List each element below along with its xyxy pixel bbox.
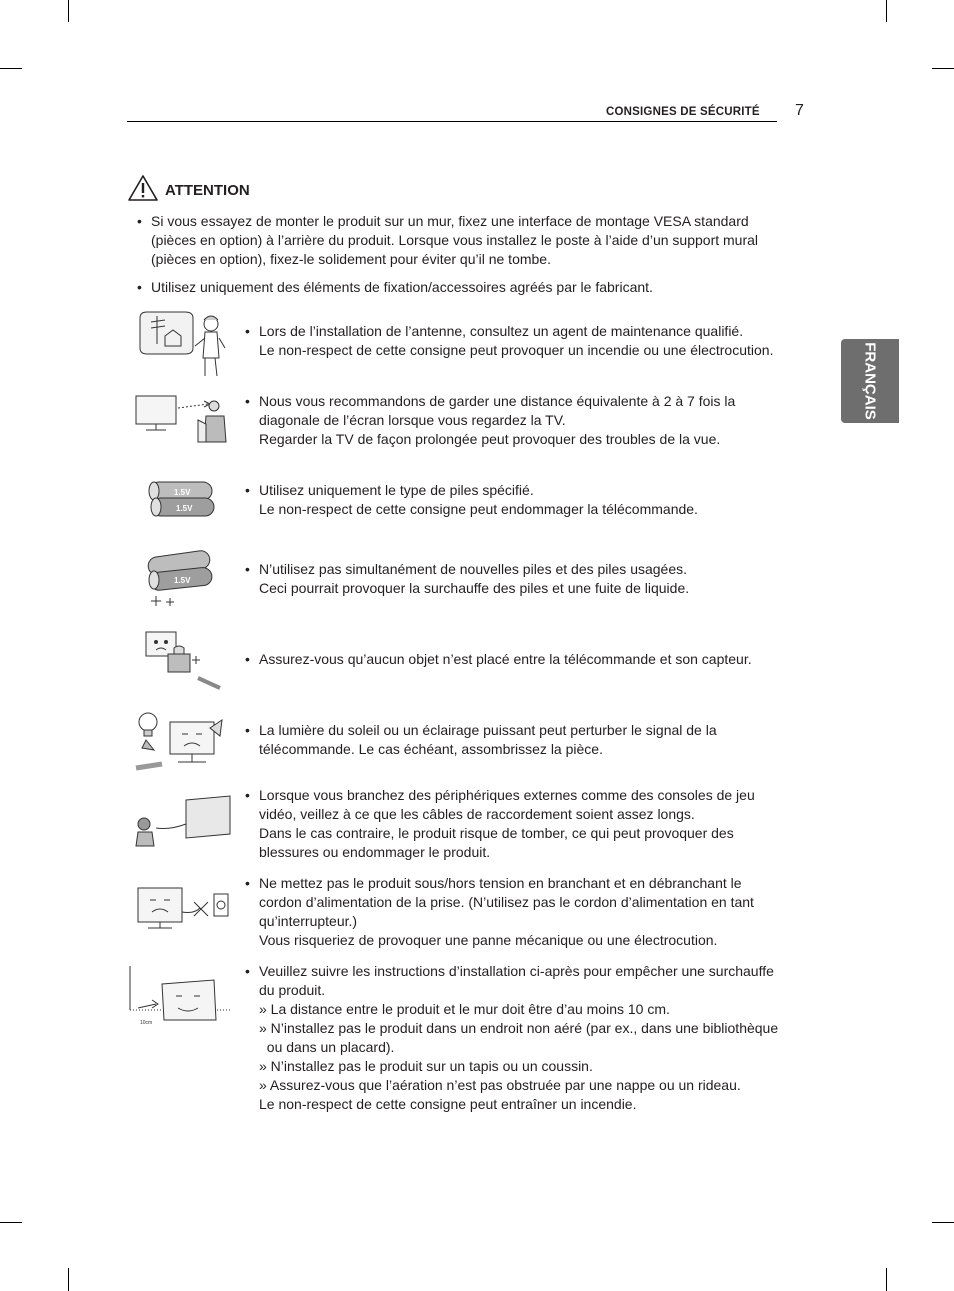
language-tab	[841, 339, 899, 423]
crop-mark	[0, 68, 22, 69]
item-viewing-distance	[259, 392, 735, 449]
item-power-cord	[259, 874, 754, 950]
text-line: Assurez-vous qu’aucun objet n’est placé entre la télécommande et son capteur.	[259, 651, 752, 667]
crop-mark	[68, 0, 69, 22]
text-line: Si vous essayez de monter le produit sur un mur, fixez une interface de montage VESA standard	[151, 213, 749, 229]
language-tab-label: FRANÇAIS	[861, 342, 879, 420]
bullet-dot: •	[245, 393, 250, 409]
text-line: Ceci pourrait provoquer la surchauffe des piles et une fuite de liquide.	[259, 580, 690, 596]
text-line: Le non-respect de cette consigne peut entraîner un incendie.	[259, 1096, 637, 1112]
ventilation-illustration	[126, 964, 236, 1030]
text-line: Lorsque vous branchez des périphériques externes comme des consoles de jeu	[259, 787, 755, 803]
mixed-batteries-illustration	[142, 548, 218, 610]
text-line: (pièces en option), fixez-le solidement pour éviter qu’il ne tombe.	[151, 251, 551, 267]
crop-mark	[886, 1268, 887, 1291]
text-line: du produit.	[259, 982, 326, 998]
bullet-dot: •	[245, 963, 250, 979]
text-line: » N’installez pas le produit sur un tapis ou un coussin.	[259, 1058, 593, 1074]
cable-length-illustration	[130, 794, 234, 854]
attention-heading	[127, 176, 250, 204]
text-line: qu’interrupteur.)	[259, 913, 358, 929]
battery-label: 1.5V	[176, 504, 193, 513]
item-cable-length	[259, 786, 755, 862]
item-antenna	[259, 322, 773, 360]
battery-label: 1.5V	[174, 576, 191, 585]
text-line: N’utilisez pas simultanément de nouvelles piles et des piles usagées.	[259, 561, 688, 577]
crop-mark	[932, 68, 954, 69]
text-line: cordon d’alimentation de la prise. (N’utilisez pas le cordon d’alimentation en tant	[259, 894, 754, 910]
bullet-dot: •	[245, 875, 250, 891]
batteries-illustration	[144, 478, 220, 524]
text-line: télécommande. Le cas échéant, assombrissez la pièce.	[259, 741, 603, 757]
item-remote-obstacle	[259, 650, 752, 669]
attention-label: ATTENTION	[165, 181, 250, 199]
text-line: Utilisez uniquement des éléments de fixation/accessoires agréés par le fabricant.	[151, 279, 653, 295]
remote-obstacle-illustration	[138, 626, 228, 692]
text-line: diagonale de l’écran lorsque vous regardez la TV.	[259, 412, 566, 428]
bright-light-illustration	[132, 706, 228, 776]
bullet-dot: •	[245, 651, 250, 667]
bullet-dot: •	[245, 561, 250, 577]
crop-mark	[886, 0, 887, 22]
crop-mark	[0, 1222, 22, 1223]
item-bright-light	[259, 721, 717, 759]
item-ventilation	[259, 962, 778, 1114]
text-line: » N’installez pas le produit dans un endroit non aéré (par ex., dans une bibliothèque	[259, 1020, 779, 1036]
bullet-dot: •	[245, 323, 250, 339]
page-number: 7	[795, 102, 804, 119]
bullet-dot: •	[137, 213, 142, 229]
text-line: » Assurez-vous que l’aération n’est pas obstruée par une nappe ou un rideau.	[259, 1077, 741, 1093]
antenna-installer-illustration	[135, 308, 230, 380]
text-line: Utilisez uniquement le type de piles spécifié.	[259, 482, 534, 498]
text-line: Regarder la TV de façon prolongée peut provoquer des troubles de la vue.	[259, 431, 721, 447]
text-line: blessures ou endommager le produit.	[259, 844, 491, 860]
warning-icon	[127, 174, 159, 207]
item-mixed-batteries	[259, 560, 689, 598]
intro-bullet-1	[151, 212, 758, 269]
distance-label: 10cm	[140, 1020, 153, 1026]
item-batteries-type	[259, 481, 698, 519]
power-cord-illustration	[134, 884, 234, 936]
text-line: La lumière du soleil ou un éclairage puissant peut perturber le signal de la	[259, 722, 717, 738]
header-rule	[127, 121, 777, 122]
crop-mark	[932, 1222, 954, 1223]
text-line: Nous vous recommandons de garder une distance équivalente à 2 à 7 fois la	[259, 393, 736, 409]
text-line: Le non-respect de cette consigne peut endommager la télécommande.	[259, 501, 698, 517]
bullet-dot: •	[245, 787, 250, 803]
text-line: Vous risqueriez de provoquer une panne mécanique ou une électrocution.	[259, 932, 718, 948]
text-line: Dans le cas contraire, le produit risque de tomber, ce qui peut provoquer des	[259, 825, 734, 841]
bullet-dot: •	[137, 279, 142, 295]
page-header-title: CONSIGNES DE SÉCURITÉ	[606, 106, 760, 118]
text-line: ou dans un placard).	[259, 1039, 395, 1055]
text-line: (pièces en option) à l’arrière du produit. Lorsque vous installez le poste à l’aide d’un support mural	[151, 232, 759, 248]
text-line: Veuillez suivre les instructions d’installation ci-après pour empêcher une surchauffe	[259, 963, 774, 979]
text-line: Lors de l’installation de l’antenne, consultez un agent de maintenance qualifié.	[259, 323, 744, 339]
crop-mark	[68, 1268, 69, 1291]
bullet-dot: •	[245, 722, 250, 738]
intro-bullet-2	[151, 278, 653, 297]
bullet-dot: •	[245, 482, 250, 498]
text-line: Ne mettez pas le produit sous/hors tension en branchant et en débranchant le	[259, 875, 742, 891]
text-line: Le non-respect de cette consigne peut provoquer un incendie ou une électrocution.	[259, 342, 774, 358]
viewing-distance-illustration	[132, 390, 232, 452]
text-line: vidéo, veillez à ce que les câbles de raccordement soient assez longs.	[259, 806, 695, 822]
battery-label: 1.5V	[174, 488, 191, 497]
text-line: » La distance entre le produit et le mur doit être d’au moins 10 cm.	[259, 1001, 670, 1017]
